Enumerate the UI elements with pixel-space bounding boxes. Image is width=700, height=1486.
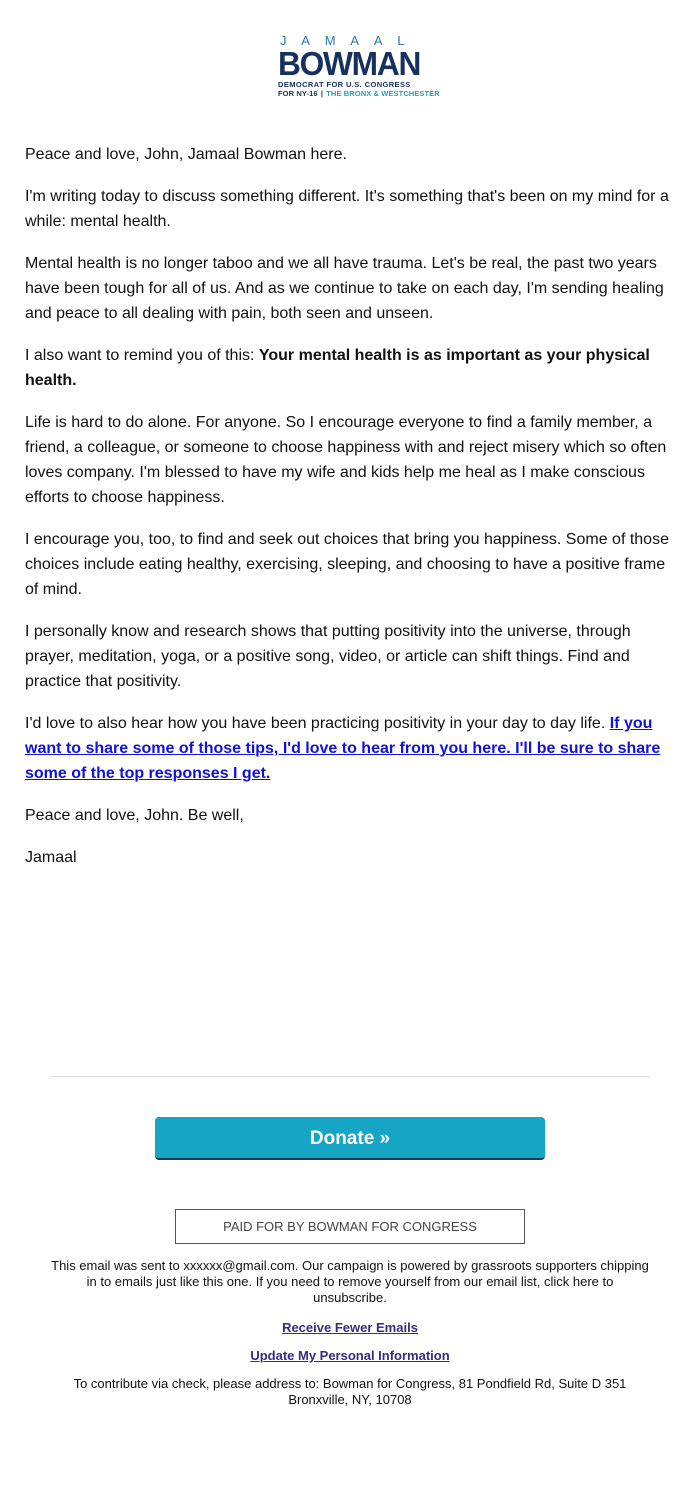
update-personal-info-link[interactable]: Update My Personal Information <box>250 1348 450 1363</box>
logo-tagline: DEMOCRAT FOR U.S. CONGRESS <box>278 80 411 89</box>
paragraph-7-intro: I'd love to also hear how you have been practicing positivity in your day to day life. <box>25 715 610 732</box>
logo-last-name: BOWMAN <box>278 45 421 82</box>
paragraph-2: Mental health is no longer taboo and we all have trauma. Let's be real, the past two years have been tough for all of us. And as we continue to take on each day, I'm sending healing and peace to all dealing with pain, both seen and unseen. <box>25 255 664 322</box>
letter-body <box>25 142 675 887</box>
closing: Peace and love, John. Be well, <box>25 807 244 824</box>
mailing-address: To contribute via check, please address to: Bowman for Congress, 81 Pondfield Rd, Suite D 351 Bronxville, NY, 10708 <box>73 1376 627 1407</box>
fewer-emails-row <box>50 1320 650 1336</box>
donate-button[interactable]: Donate » <box>155 1117 545 1160</box>
divider <box>50 1076 650 1077</box>
paragraph-3-emphasis: Your mental health is as important as your physical health. <box>25 347 650 389</box>
signature: Jamaal <box>25 849 77 866</box>
paragraph-7 <box>25 711 675 786</box>
logo-district: FOR NY-16 <box>278 89 318 98</box>
unsubscribe-text: This email was sent to xxxxxx@gmail.com. Our campaign is powered by grassroots supporters chipping in to emails just like this one. If you need to remove yourself from our email list, click here to unsubscribe. <box>51 1258 649 1305</box>
logo-separator: | <box>320 89 324 98</box>
paragraph-3 <box>25 343 675 393</box>
paragraph-5: I encourage you, too, to find and seek out choices that bring you happiness. Some of those choices include eating healthy, exercising, sleeping, and choosing to have a positive frame of mind. <box>25 531 669 598</box>
campaign-logo <box>0 34 700 106</box>
logo-first-name: JAMAAL <box>280 33 420 48</box>
share-tips-link[interactable]: If you want to share some of those tips, I'd love to hear from you here. I'll be sure to share some of the top responses I get. <box>25 715 661 782</box>
update-info-row <box>50 1348 650 1364</box>
paragraph-6: I personally know and research shows that putting positivity into the universe, through prayer, meditation, yoga, or a positive song, video, or article can shift things. Find and practice that positivity. <box>25 623 631 690</box>
footer <box>50 1258 650 1408</box>
paragraph-3-intro: I also want to remind you of this: <box>25 347 259 364</box>
paragraph-1: I'm writing today to discuss something different. It's something that's been on my mind for a while: mental health. <box>25 188 669 230</box>
receive-fewer-emails-link[interactable]: Receive Fewer Emails <box>282 1320 418 1335</box>
logo-region: THE BRONX & WESTCHESTER <box>326 89 440 98</box>
logo-district-line <box>278 89 440 98</box>
paid-for-disclaimer: PAID FOR BY BOWMAN FOR CONGRESS <box>175 1209 525 1244</box>
greeting: Peace and love, John, Jamaal Bowman here. <box>25 146 347 163</box>
paragraph-4: Life is hard to do alone. For anyone. So I encourage everyone to find a family member, a friend, a colleague, or someone to choose happiness with and reject misery which so often loves company. I'm blessed to have my wife and kids help me heal as I make conscious efforts to choose happiness. <box>25 414 667 506</box>
